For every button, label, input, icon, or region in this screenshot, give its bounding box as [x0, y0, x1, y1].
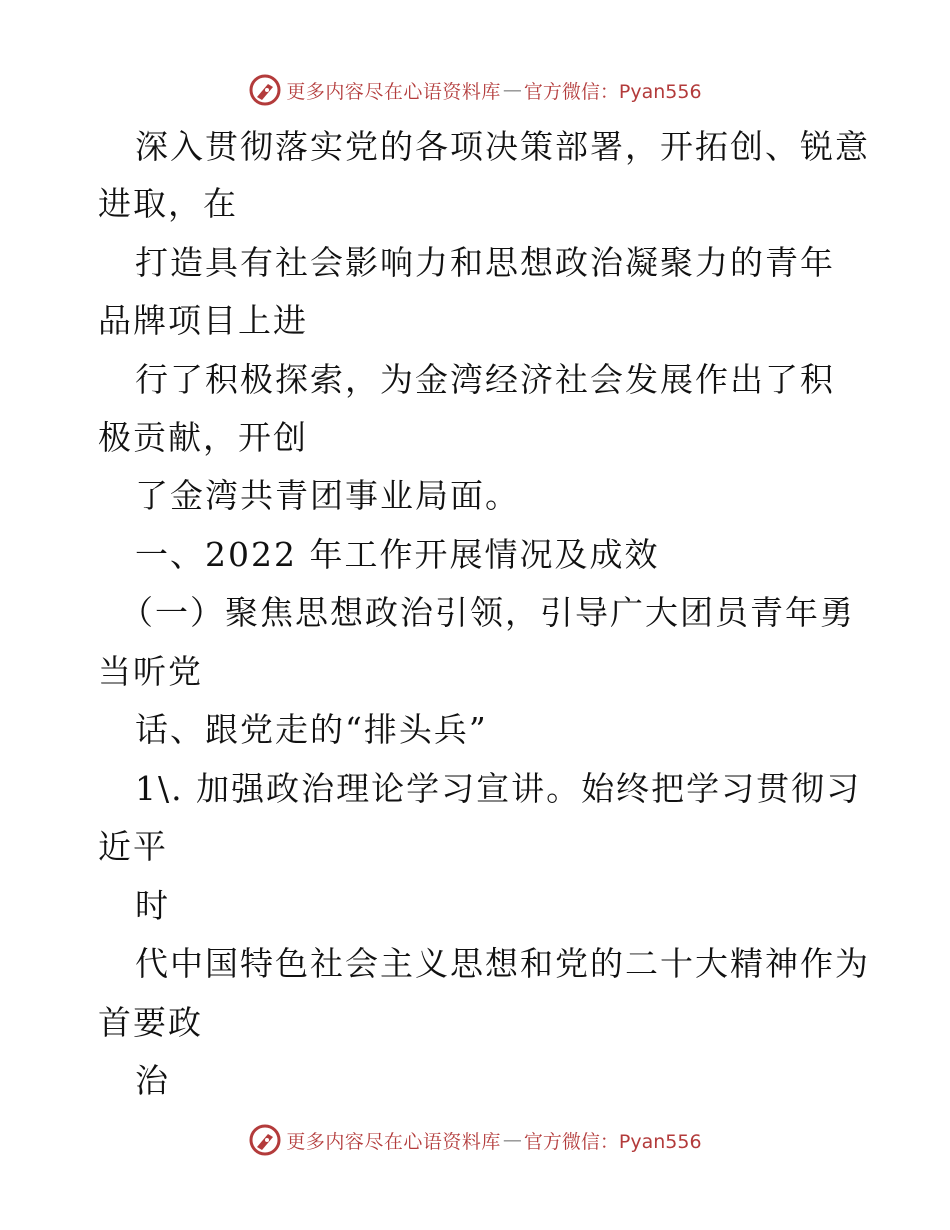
text-line-17: 治: [135, 1061, 170, 1100]
text-line-10: 当听党: [98, 652, 203, 691]
item-heading: 1\. 加强政治理论学习宣讲。始终把学习贯彻习: [135, 769, 862, 808]
text-line-14: 时: [135, 886, 170, 925]
banner-separator: —: [502, 1129, 522, 1151]
text-line-3: 打造具有社会影响力和思想政治凝聚力的青年: [135, 243, 835, 282]
pen-nib-circle-icon: [248, 1123, 282, 1157]
footer-watermark-banner: [0, 1120, 950, 1160]
banner-text: 更多内容尽在心语资料库: [286, 80, 501, 103]
text-line-13: 近平: [98, 827, 168, 866]
subsection-heading: （一）聚焦思想政治引领，引导广大团员青年勇: [120, 593, 855, 632]
banner-separator: —: [502, 79, 522, 101]
banner-text: 更多内容尽在心语资料库: [286, 1130, 501, 1153]
banner-wechat: 官方微信：Pyan556: [523, 80, 702, 103]
text-line-4: 品牌项目上进: [98, 301, 308, 340]
banner-wechat: 官方微信：Pyan556: [523, 1130, 702, 1153]
text-line-15: 代中国特色社会主义思想和党的二十大精神作为: [135, 944, 870, 983]
text-line-2: 进取，在: [98, 184, 238, 223]
text-line-11: 话、跟党走的“排头兵”: [135, 710, 488, 749]
text-line-1: 深入贯彻落实党的各项决策部署，开拓创、锐意: [135, 127, 870, 166]
text-line-7: 了金湾共青团事业局面。: [135, 476, 520, 515]
text-line-6: 极贡献，开创: [98, 418, 308, 457]
text-line-16: 首要政: [98, 1003, 203, 1042]
section-heading: 一、2022 年工作开展情况及成效: [135, 535, 660, 574]
text-line-5: 行了积极探索，为金湾经济社会发展作出了积: [135, 360, 835, 399]
